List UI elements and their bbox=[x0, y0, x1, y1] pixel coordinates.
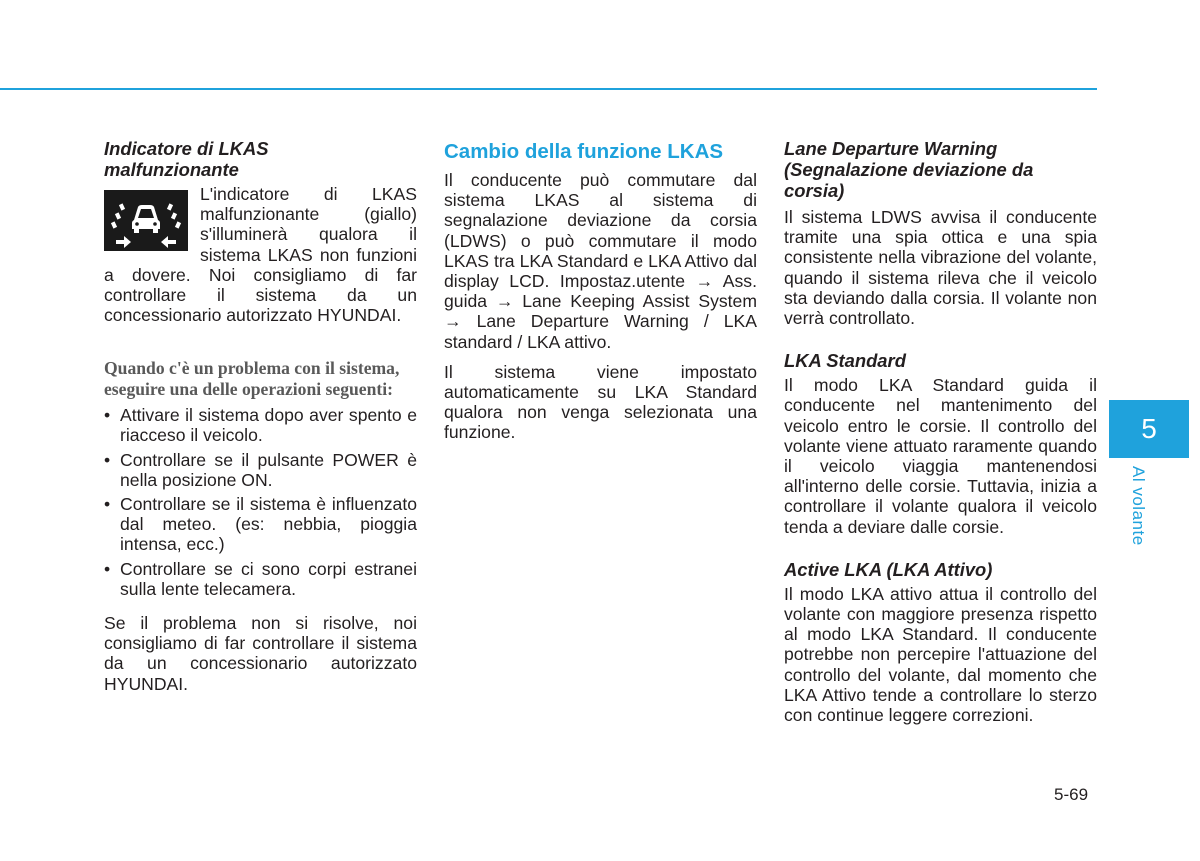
list-item: • Attivare il sistema dopo aver spento e riacceso il veicolo. bbox=[104, 405, 417, 445]
problem-note: Quando c'è un problema con il sistema, eseguire una delle operazioni seguenti: bbox=[104, 358, 400, 399]
column-right bbox=[784, 138, 1097, 725]
section-title: Cambio della funzione LKAS bbox=[444, 140, 724, 163]
heading-lkas-malfunction bbox=[104, 138, 417, 180]
lkas-malfunction-text: L'indicatore di LKAS malfunzionante (giallo) s'illuminerà qualora il sistema LKAS non funzioni a dovere. Noi consigliamo di far controllare il sistema da un concessionario autorizzato HYUNDAI. bbox=[104, 184, 417, 326]
spacer bbox=[104, 603, 417, 613]
heading-lka-standard: LKA Standard bbox=[784, 350, 906, 372]
page-number: 5-69 bbox=[1054, 785, 1089, 804]
heading-active-lka: Active LKA (LKA Attivo) bbox=[784, 558, 993, 580]
lka-standard-paragraph: Il modo LKA Standard guida il conducente nel mantenimento del veicolo entro le corsie. Il controllo del volante viene attuato raramente quando il veicolo viaggia mantenendosi all'interno delle corsie. Tuttavia, inizia a controllare il volante qualora il veicolo tenda a deviare dalle corsie. bbox=[784, 375, 1097, 537]
heading-line-2: (Segnalazione deviazione da bbox=[784, 159, 1034, 180]
column-middle bbox=[444, 138, 757, 443]
top-rule bbox=[0, 88, 1097, 90]
list-item: • Controllare se il pulsante POWER è nella posizione ON. bbox=[104, 450, 417, 490]
icon-paragraph bbox=[104, 184, 417, 325]
mode-switch-paragraph: Il conducente può commutare dal sistema LKAS al sistema di segnalazione deviazione da corsia (LDWS) o può commutare il modo LKAS tra LKA Standard e LKA Attivo dal display LCD. Impostaz.utente → Ass. guida → Lane Keeping Assist System → Lane Departure Warning / LKA standard / LKA attivo. bbox=[444, 170, 757, 352]
closing-paragraph: Se il problema non si risolve, noi consigliamo di far controllare il sistema da un concessionario autorizzato HYUNDAI. bbox=[104, 613, 417, 694]
lkas-malfunction-icon bbox=[104, 190, 188, 251]
column-left bbox=[104, 138, 417, 694]
spacer bbox=[784, 537, 1097, 559]
chapter-label: Al volante bbox=[1129, 466, 1148, 546]
troubleshoot-list bbox=[104, 405, 417, 599]
heading-line-2: malfunzionante bbox=[104, 159, 239, 180]
heading-line-3: corsia) bbox=[784, 180, 845, 201]
chapter-tab: 5 bbox=[1109, 400, 1189, 458]
active-lka-paragraph: Il modo LKA attivo attua il controllo del volante con maggiore presenza rispetto al modo LKA Standard. Il conducente potrebbe non percepire l'attuazione del controllo del volante, dal momento che LKA Attivo tende a controllare lo sterzo con continue leggere correzioni. bbox=[784, 583, 1097, 726]
heading-line-1: Indicatore di LKAS bbox=[104, 138, 269, 159]
spacer bbox=[444, 352, 757, 362]
heading-line-1: Lane Departure Warning bbox=[784, 138, 998, 159]
default-mode-paragraph: Il sistema viene impostato automaticamente su LKA Standard qualora non venga selezionata una funzione. bbox=[444, 361, 757, 443]
list-item: • Controllare se il sistema è influenzato dal meteo. (es: nebbia, pioggia intensa, ecc.) bbox=[104, 494, 417, 555]
heading-ldw bbox=[784, 138, 1097, 201]
list-item: • Controllare se ci sono corpi estranei sulla lente telecamera. bbox=[104, 559, 417, 599]
spacer bbox=[784, 328, 1097, 350]
ldws-paragraph: Il sistema LDWS avvisa il conducente tramite una spia ottica e una spia consistente nella vibrazione del volante, quando il sistema rileva che il veicolo sta deviando dalla corsia. Il volante non verrà controllato. bbox=[784, 207, 1097, 329]
